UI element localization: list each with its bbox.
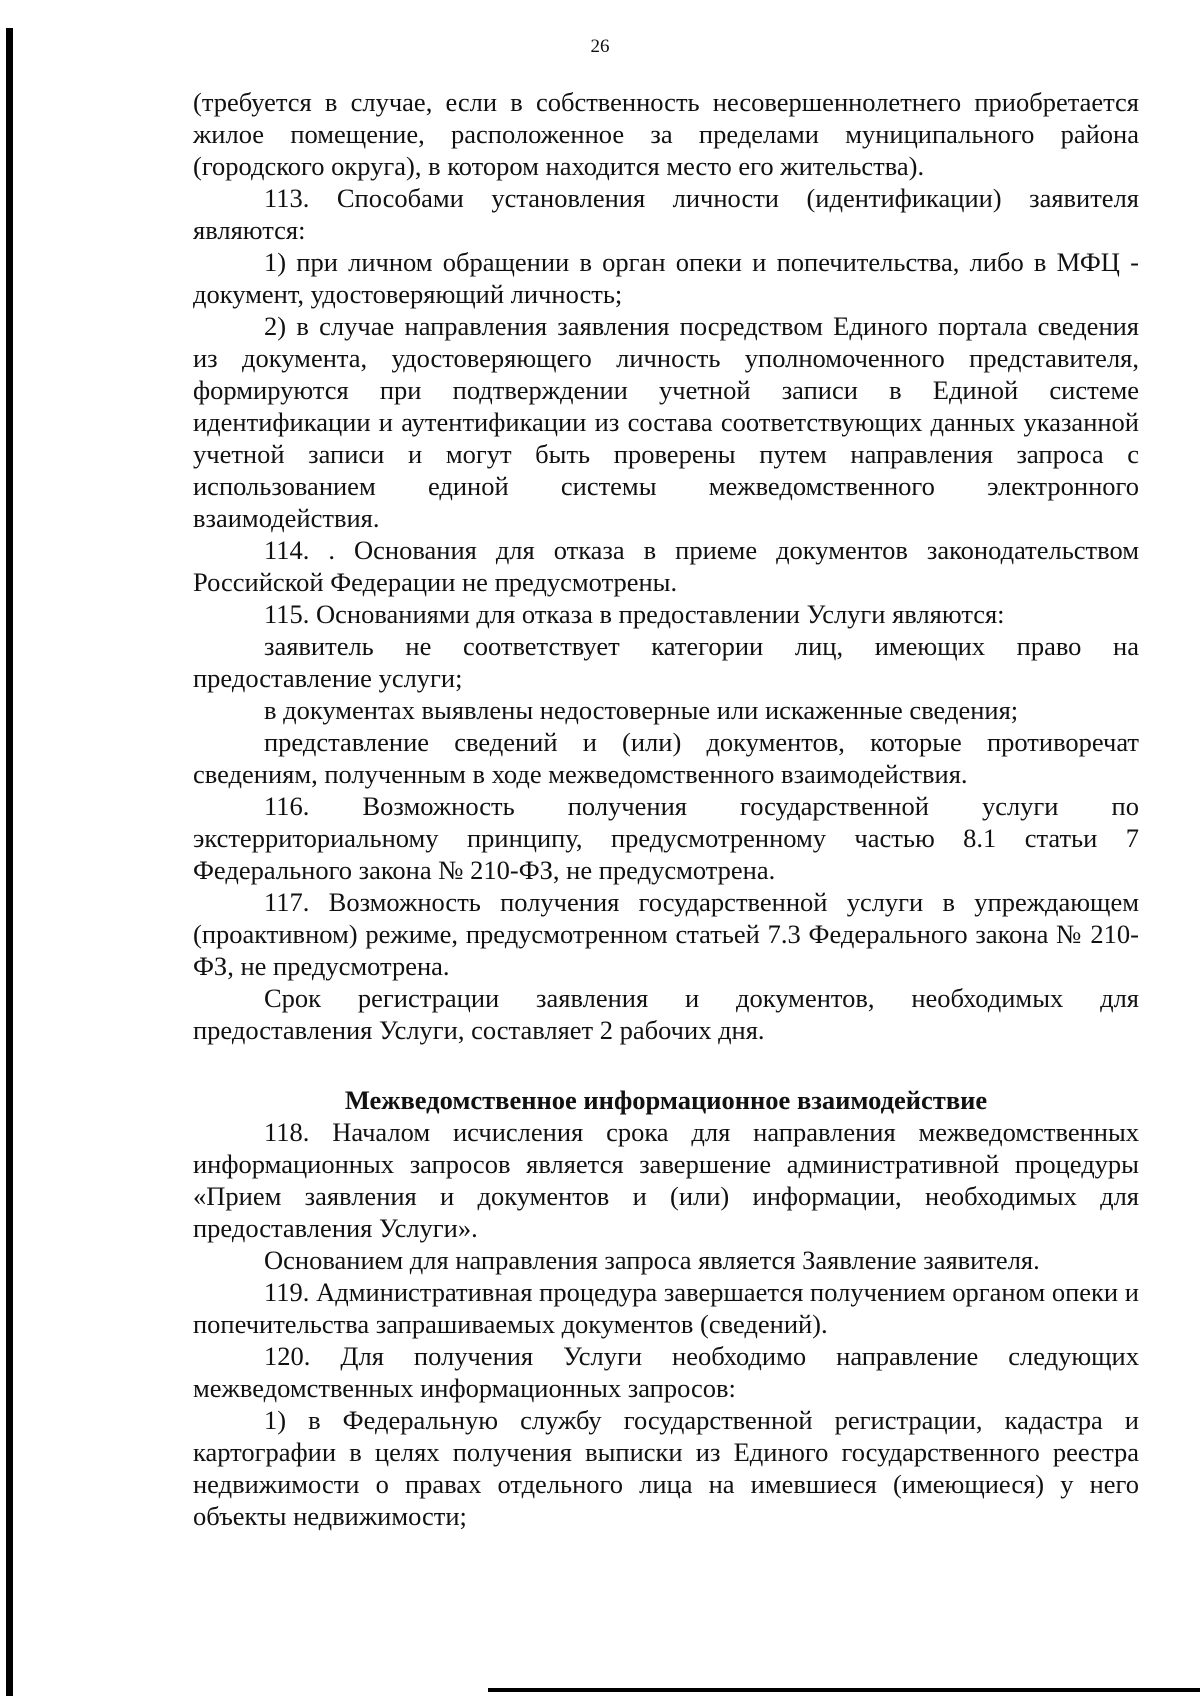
scan-bottom-edge — [488, 1688, 1200, 1692]
section-paragraph-list — [193, 1116, 1139, 1532]
page-number: 26 — [590, 36, 610, 57]
paragraph: 1) в Федеральную службу государственной регистрации, кадастра и картографии в целях получения выписки из Единого государственного реестра недвижимости о правах отдельного лица на имевшиеся (имеющиеся) у него объекты недвижимости; — [193, 1405, 1139, 1531]
paragraph: 116. Возможность получения государственной услуги по экстерриториальному принципу, предусмотренному частью 8.1 статьи 7 Федерального закона № 210-ФЗ, не предусмотрена. — [193, 791, 1139, 885]
paragraph: представление сведений и (или) документов, которые противоречат сведениям, полученным в ходе межведомственного взаимодействия. — [193, 727, 1139, 789]
paragraph: 118. Началом исчисления срока для направления межведомственных информационных запросов является завершение административной процедуры «Прием заявления и документов и (или) информации, необходимых для предоставления Услуги». — [193, 1117, 1139, 1243]
paragraph: 119. Административная процедура завершается получением органом опеки и попечительства запрашиваемых документов (сведений). — [193, 1277, 1139, 1339]
paragraph: 113. Способами установления личности (идентификации) заявителя являются: — [193, 183, 1139, 245]
scan-left-edge — [6, 28, 13, 1696]
paragraph: заявитель не соответствует категории лиц, имеющих право на предоставление услуги; — [193, 631, 1139, 693]
paragraph: 117. Возможность получения государственной услуги в упреждающем (проактивном) режиме, предусмотренном статьей 7.3 Федерального закона № 210-ФЗ, не предусмотрена. — [193, 887, 1139, 981]
paragraph: 114. . Основания для отказа в приеме документов законодательством Российской Федерации не предусмотрены. — [193, 535, 1139, 597]
paragraph: Основанием для направления запроса является Заявление заявителя. — [264, 1245, 1040, 1275]
paragraph: 2) в случае направления заявления посредством Единого портала сведения из документа, удостоверяющего личность уполномоченного представителя, формируются при подтверждении учетной записи в Единой системе идентификации и аутентификации из состава соответствующих данных указанной учетной записи и могут быть проверены путем направления запроса с использованием единой системы межведомственного электронного взаимодействия. — [193, 311, 1139, 533]
paragraph-list — [193, 86, 1139, 1046]
paragraph: Срок регистрации заявления и документов, необходимых для предоставления Услуги, составляет 2 рабочих дня. — [193, 983, 1139, 1045]
paragraph: 120. Для получения Услуги необходимо направление следующих межведомственных информационных запросов: — [193, 1341, 1139, 1403]
paragraph: в документах выявлены недостоверные или искаженные сведения; — [264, 695, 1019, 725]
paragraph: (требуется в случае, если в собственность несовершеннолетнего приобретается жилое помещение, расположенное за пределами муниципального района (городского округа), в котором находится место его жительства). — [193, 87, 1139, 181]
section-heading: Межведомственное информационное взаимодействие — [344, 1085, 988, 1115]
document-body — [193, 86, 1139, 1532]
paragraph: 1) при личном обращении в орган опеки и попечительства, либо в МФЦ - документ, удостоверяющий личность; — [193, 247, 1139, 309]
paragraph: 115. Основаниями для отказа в предоставлении Услуги являются: — [264, 599, 1005, 629]
